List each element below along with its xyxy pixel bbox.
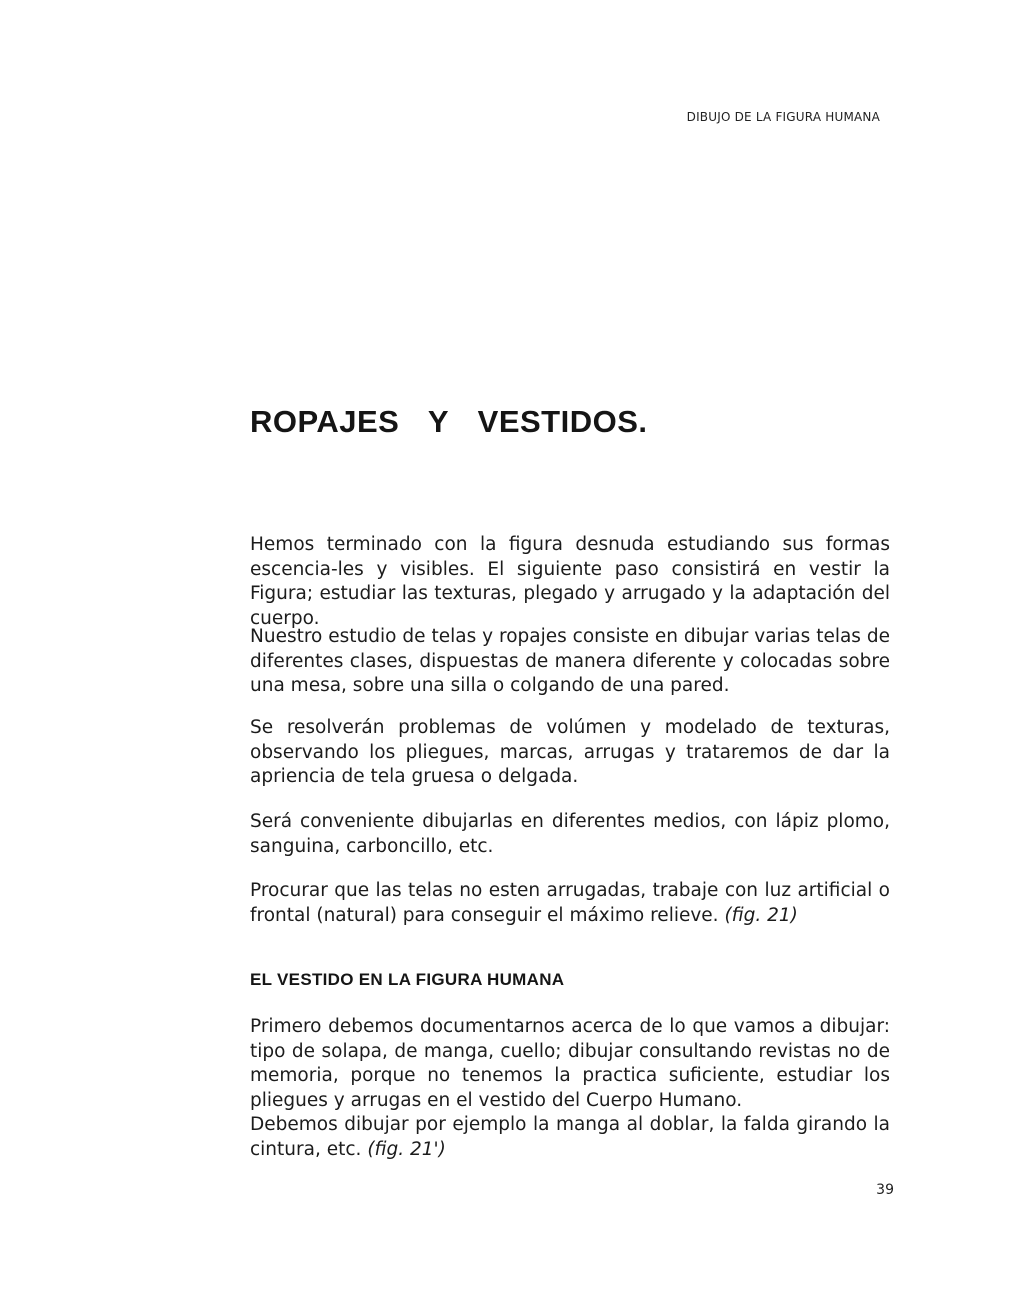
figure-reference: (fig. 21) (724, 904, 798, 926)
subsection-title: EL VESTIDO EN LA FIGURA HUMANA (250, 970, 565, 989)
paragraph-text (250, 1113, 890, 1162)
paragraph-text-body: Debemos dibujar por ejemplo la manga al doblar, la falda girando la cintura, etc. (250, 1114, 890, 1160)
paragraph-text: Hemos terminado con la figura desnuda estudiando sus formas escencia-les y visibles. El siguiente paso consistirá en vestir la Figura; estudiar las texturas, plegado y arrugado y la adaptación del cuerpo. (250, 534, 890, 629)
paragraph-text: Primero debemos documentarnos acerca de lo que vamos a dibujar: tipo de solapa, de manga, cuello; dibujar consultando revistas no de memoria, porque no tenemos la practica suficiente, estudiar los pliegues y arrugas en el vestido del Cuerpo Humano. (250, 1016, 890, 1111)
paragraph-text: Nuestro estudio de telas y ropajes consiste en dibujar varias telas de diferentes clases, dispuestas de manera diferente y colocadas sobre una mesa, sobre una silla o colgando de una pared. (250, 626, 890, 696)
paragraph-media (250, 810, 890, 859)
paragraph-clothing (250, 1015, 890, 1162)
paragraph-text: Se resolverán problemas de volúmen y modelado de texturas, observando los pliegues, marcas, arrugas y trataremos de dar la apriencia de tela gruesa o delgada. (250, 717, 890, 787)
page-number: 39 (876, 1182, 894, 1198)
paragraph-fabric-study (250, 625, 890, 699)
paragraph-text-body: Procurar que las telas no esten arrugadas, trabaje con luz artificial o frontal (natural) para conseguir el máximo relieve. (250, 880, 890, 926)
paragraph-intro (250, 533, 890, 631)
paragraph-text: Será conveniente dibujarlas en diferentes medios, con lápiz plomo, sanguina, carboncillo, etc. (250, 811, 890, 857)
paragraph-text (250, 879, 890, 928)
paragraph-lighting (250, 879, 890, 928)
running-header: DIBUJO DE LA FIGURA HUMANA (686, 110, 880, 124)
paragraph-volume (250, 716, 890, 790)
section-title: ROPAJES Y VESTIDOS. (250, 404, 648, 439)
figure-reference: (fig. 21') (367, 1138, 446, 1160)
